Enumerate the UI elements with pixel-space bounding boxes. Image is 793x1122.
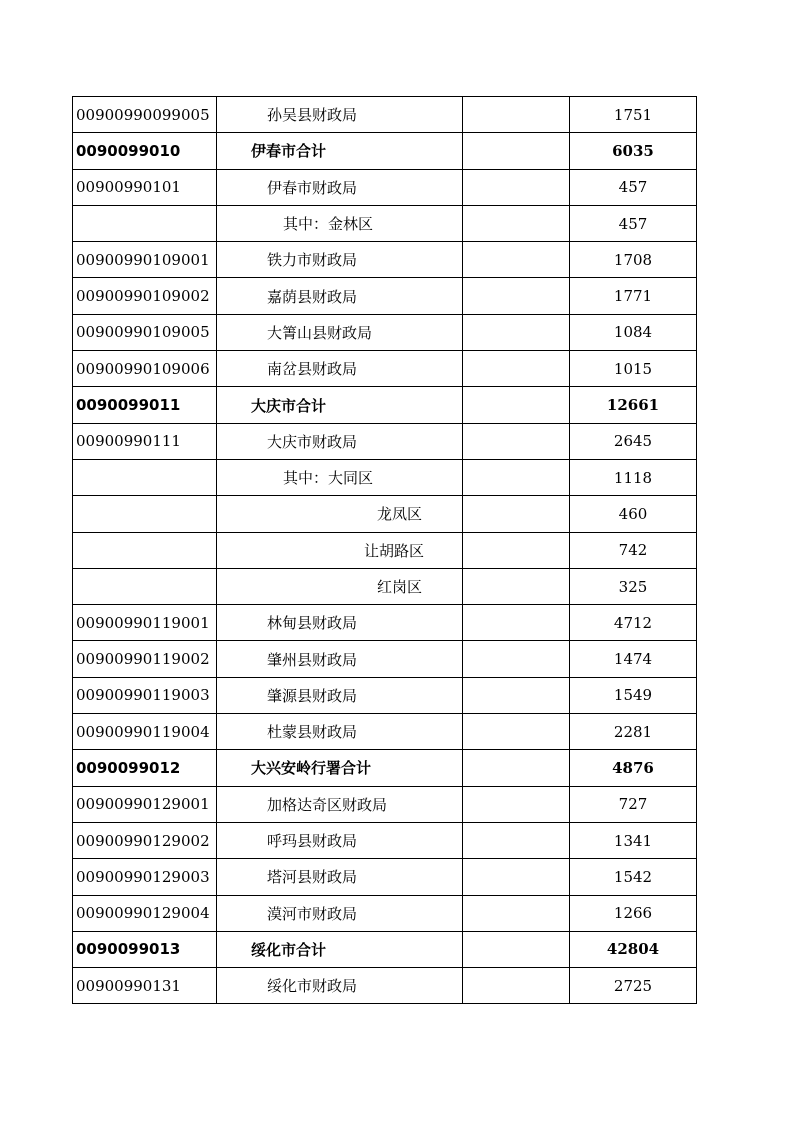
empty-cell — [463, 641, 570, 677]
name-cell: 伊春市合计 — [217, 133, 463, 169]
name-cell: 肇州县财政局 — [217, 641, 463, 677]
code-cell — [73, 532, 217, 568]
table-row — [73, 459, 697, 495]
name-cell: 塔河县财政局 — [217, 859, 463, 895]
name-cell: 肇源县财政局 — [217, 677, 463, 713]
table-row — [73, 641, 697, 677]
table-row-total — [73, 750, 697, 786]
amount-cell: 457 — [570, 205, 697, 241]
name-cell: 杜蒙县财政局 — [217, 714, 463, 750]
amount-cell: 1084 — [570, 314, 697, 350]
code-cell: 00900990119003 — [73, 677, 217, 713]
amount-cell: 1708 — [570, 242, 697, 278]
code-cell: 00900990101 — [73, 169, 217, 205]
name-cell: 其中：大同区 — [217, 459, 463, 495]
empty-cell — [463, 532, 570, 568]
code-cell: 0090099013 — [73, 931, 217, 967]
code-cell: 00900990129003 — [73, 859, 217, 895]
name-cell: 绥化市财政局 — [217, 968, 463, 1004]
table-row-total — [73, 133, 697, 169]
code-cell: 00900990109002 — [73, 278, 217, 314]
code-cell — [73, 496, 217, 532]
name-cell: 孙吴县财政局 — [217, 97, 463, 133]
table-body — [73, 97, 697, 1004]
amount-cell: 1751 — [570, 97, 697, 133]
code-cell: 00900990129002 — [73, 822, 217, 858]
empty-cell — [463, 968, 570, 1004]
table-row — [73, 895, 697, 931]
name-cell: 大庆市财政局 — [217, 423, 463, 459]
name-cell: 呼玛县财政局 — [217, 822, 463, 858]
table-row — [73, 351, 697, 387]
code-cell — [73, 568, 217, 604]
name-cell: 大箐山县财政局 — [217, 314, 463, 350]
empty-cell — [463, 605, 570, 641]
table-row — [73, 532, 697, 568]
amount-cell: 6035 — [570, 133, 697, 169]
code-cell: 00900990119002 — [73, 641, 217, 677]
name-cell: 铁力市财政局 — [217, 242, 463, 278]
code-cell: 00900990129004 — [73, 895, 217, 931]
empty-cell — [463, 351, 570, 387]
code-cell: 00900990109006 — [73, 351, 217, 387]
empty-cell — [463, 459, 570, 495]
code-cell: 00900990131 — [73, 968, 217, 1004]
amount-cell: 1474 — [570, 641, 697, 677]
table-row — [73, 314, 697, 350]
name-cell: 大庆市合计 — [217, 387, 463, 423]
empty-cell — [463, 242, 570, 278]
table-row — [73, 786, 697, 822]
empty-cell — [463, 133, 570, 169]
table-row — [73, 677, 697, 713]
empty-cell — [463, 387, 570, 423]
empty-cell — [463, 314, 570, 350]
name-cell: 红岗区 — [217, 568, 463, 604]
name-cell: 龙凤区 — [217, 496, 463, 532]
table-row — [73, 859, 697, 895]
amount-cell: 12661 — [570, 387, 697, 423]
amount-cell: 1549 — [570, 677, 697, 713]
empty-cell — [463, 496, 570, 532]
empty-cell — [463, 169, 570, 205]
name-cell: 嘉荫县财政局 — [217, 278, 463, 314]
empty-cell — [463, 677, 570, 713]
table-row — [73, 714, 697, 750]
empty-cell — [463, 568, 570, 604]
empty-cell — [463, 97, 570, 133]
name-cell: 加格达奇区财政局 — [217, 786, 463, 822]
code-cell: 00900990111 — [73, 423, 217, 459]
amount-cell: 1118 — [570, 459, 697, 495]
amount-cell: 325 — [570, 568, 697, 604]
name-cell: 伊春市财政局 — [217, 169, 463, 205]
name-cell: 让胡路区 — [217, 532, 463, 568]
name-cell: 大兴安岭行署合计 — [217, 750, 463, 786]
code-cell: 0090099011 — [73, 387, 217, 423]
table-row — [73, 97, 697, 133]
amount-cell: 1542 — [570, 859, 697, 895]
empty-cell — [463, 750, 570, 786]
code-cell: 00900990109005 — [73, 314, 217, 350]
amount-cell: 2281 — [570, 714, 697, 750]
empty-cell — [463, 895, 570, 931]
amount-cell: 42804 — [570, 931, 697, 967]
empty-cell — [463, 786, 570, 822]
amount-cell: 1266 — [570, 895, 697, 931]
name-cell: 绥化市合计 — [217, 931, 463, 967]
table-row — [73, 496, 697, 532]
table-row-total — [73, 387, 697, 423]
amount-cell: 2645 — [570, 423, 697, 459]
amount-cell: 1341 — [570, 822, 697, 858]
amount-cell: 4712 — [570, 605, 697, 641]
empty-cell — [463, 714, 570, 750]
amount-cell: 1015 — [570, 351, 697, 387]
empty-cell — [463, 931, 570, 967]
amount-cell: 727 — [570, 786, 697, 822]
table-row — [73, 169, 697, 205]
table-row — [73, 242, 697, 278]
code-cell — [73, 459, 217, 495]
empty-cell — [463, 423, 570, 459]
table-row — [73, 423, 697, 459]
code-cell: 00900990119001 — [73, 605, 217, 641]
code-cell: 00900990129001 — [73, 786, 217, 822]
table-row-total — [73, 931, 697, 967]
amount-cell: 1771 — [570, 278, 697, 314]
code-cell: 00900990099005 — [73, 97, 217, 133]
code-cell: 0090099012 — [73, 750, 217, 786]
code-cell: 00900990119004 — [73, 714, 217, 750]
amount-cell: 742 — [570, 532, 697, 568]
amount-cell: 2725 — [570, 968, 697, 1004]
code-cell: 0090099010 — [73, 133, 217, 169]
table-row — [73, 205, 697, 241]
amount-cell: 460 — [570, 496, 697, 532]
empty-cell — [463, 278, 570, 314]
table-row — [73, 568, 697, 604]
empty-cell — [463, 822, 570, 858]
name-cell: 南岔县财政局 — [217, 351, 463, 387]
amount-cell: 457 — [570, 169, 697, 205]
budget-table — [72, 96, 697, 1004]
table-row — [73, 605, 697, 641]
empty-cell — [463, 205, 570, 241]
amount-cell: 4876 — [570, 750, 697, 786]
table-row — [73, 278, 697, 314]
name-cell: 林甸县财政局 — [217, 605, 463, 641]
table-row — [73, 822, 697, 858]
table-row — [73, 968, 697, 1004]
name-cell: 漠河市财政局 — [217, 895, 463, 931]
empty-cell — [463, 859, 570, 895]
code-cell: 00900990109001 — [73, 242, 217, 278]
name-cell: 其中：金林区 — [217, 205, 463, 241]
code-cell — [73, 205, 217, 241]
